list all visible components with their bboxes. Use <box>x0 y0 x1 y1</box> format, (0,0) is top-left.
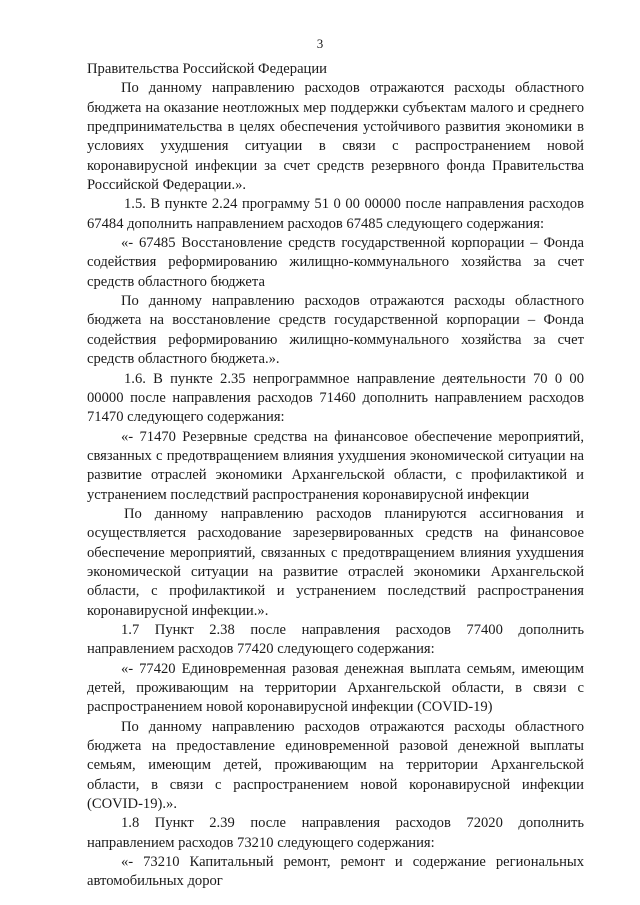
paragraph-item-1-7: 1.7 Пункт 2.38 после направления расходов 77400 дополнить направлением расходов 77420 следующего содержания: <box>87 621 584 658</box>
paragraph-continuation: Правительства Российской Федерации <box>87 61 327 77</box>
paragraph-item-1-8: 1.8 Пункт 2.39 после направления расходов 72020 дополнить направлением расходов 73210 следующего содержания: <box>87 815 584 851</box>
paragraph-code-67485: «- 67485 Восстановление средств государственной корпорации – Фонда содействия реформированию жилищно-коммунального хозяйства за счет средств областного бюджета <box>87 235 584 290</box>
page-number: 3 <box>316 36 324 51</box>
paragraph-explanation-77420: По данному направлению расходов отражаются расходы областного бюджета на предоставление единовременной разовой денежной выплаты семьям, имеющим детей, проживающим на территории Архангельской области, в связи с распространением новой коронавирусной инфекции (COVID-19).». <box>87 718 584 813</box>
paragraph-explanation-smb-support: По данному направлению расходов отражаются расходы областного бюджета на оказание неотложных мер поддержки субъектам малого и среднего предпринимательства в целях обеспечения устойчивого развития экономики в условиях ухудшения ситуации в связи с распространением новой коронавирусной инфекции за счет средств резервного фонда Правительства Российской Федерации.». <box>87 80 584 194</box>
paragraph-item-1-5: 1.5. В пункте 2.24 программу 51 0 00 00000 после направления расходов 67484 дополнить направлением расходов 67485 следующего содержания: <box>87 196 584 232</box>
document-body <box>87 60 584 892</box>
paragraph-code-71470: «- 71470 Резервные средства на финансовое обеспечение мероприятий, связанных с предотвращением влияния ухудшения экономической ситуации на развитие отраслей экономики Архангельской области, с профилактикой и устранением последствий распространения коронавирусной инфекции <box>87 428 584 503</box>
paragraph-explanation-67485: По данному направлению расходов отражаются расходы областного бюджета на восстановление средств государственной корпорации – Фонда содействия реформированию жилищно-коммунального хозяйства за счет средств областного бюджета.». <box>87 293 584 368</box>
paragraph-code-73210: «- 73210 Капитальный ремонт, ремонт и содержание региональных автомобильных дорог <box>87 854 584 890</box>
paragraph-explanation-71470: По данному направлению расходов планируются ассигнования и осуществляется расходование зарезервированных средств на финансовое обеспечение мероприятий, связанных с предотвращением влияния ухудшения экономической ситуации на развитие отраслей экономики Архангельской области, с профилактикой и устранением последствий распространения коронавирусной инфекции.». <box>87 505 584 619</box>
paragraph-item-1-6: 1.6. В пункте 2.35 непрограммное направление деятельности 70 0 00 00000 после направления расходов 71460 дополнить направлением расходов 71470 следующего содержания: <box>87 370 584 426</box>
paragraph-code-77420: «- 77420 Единовременная разовая денежная выплата семьям, имеющим детей, проживающим на территории Архангельской области, в связи с распространением новой коронавирусной инфекции (COVID-19) <box>87 660 584 716</box>
